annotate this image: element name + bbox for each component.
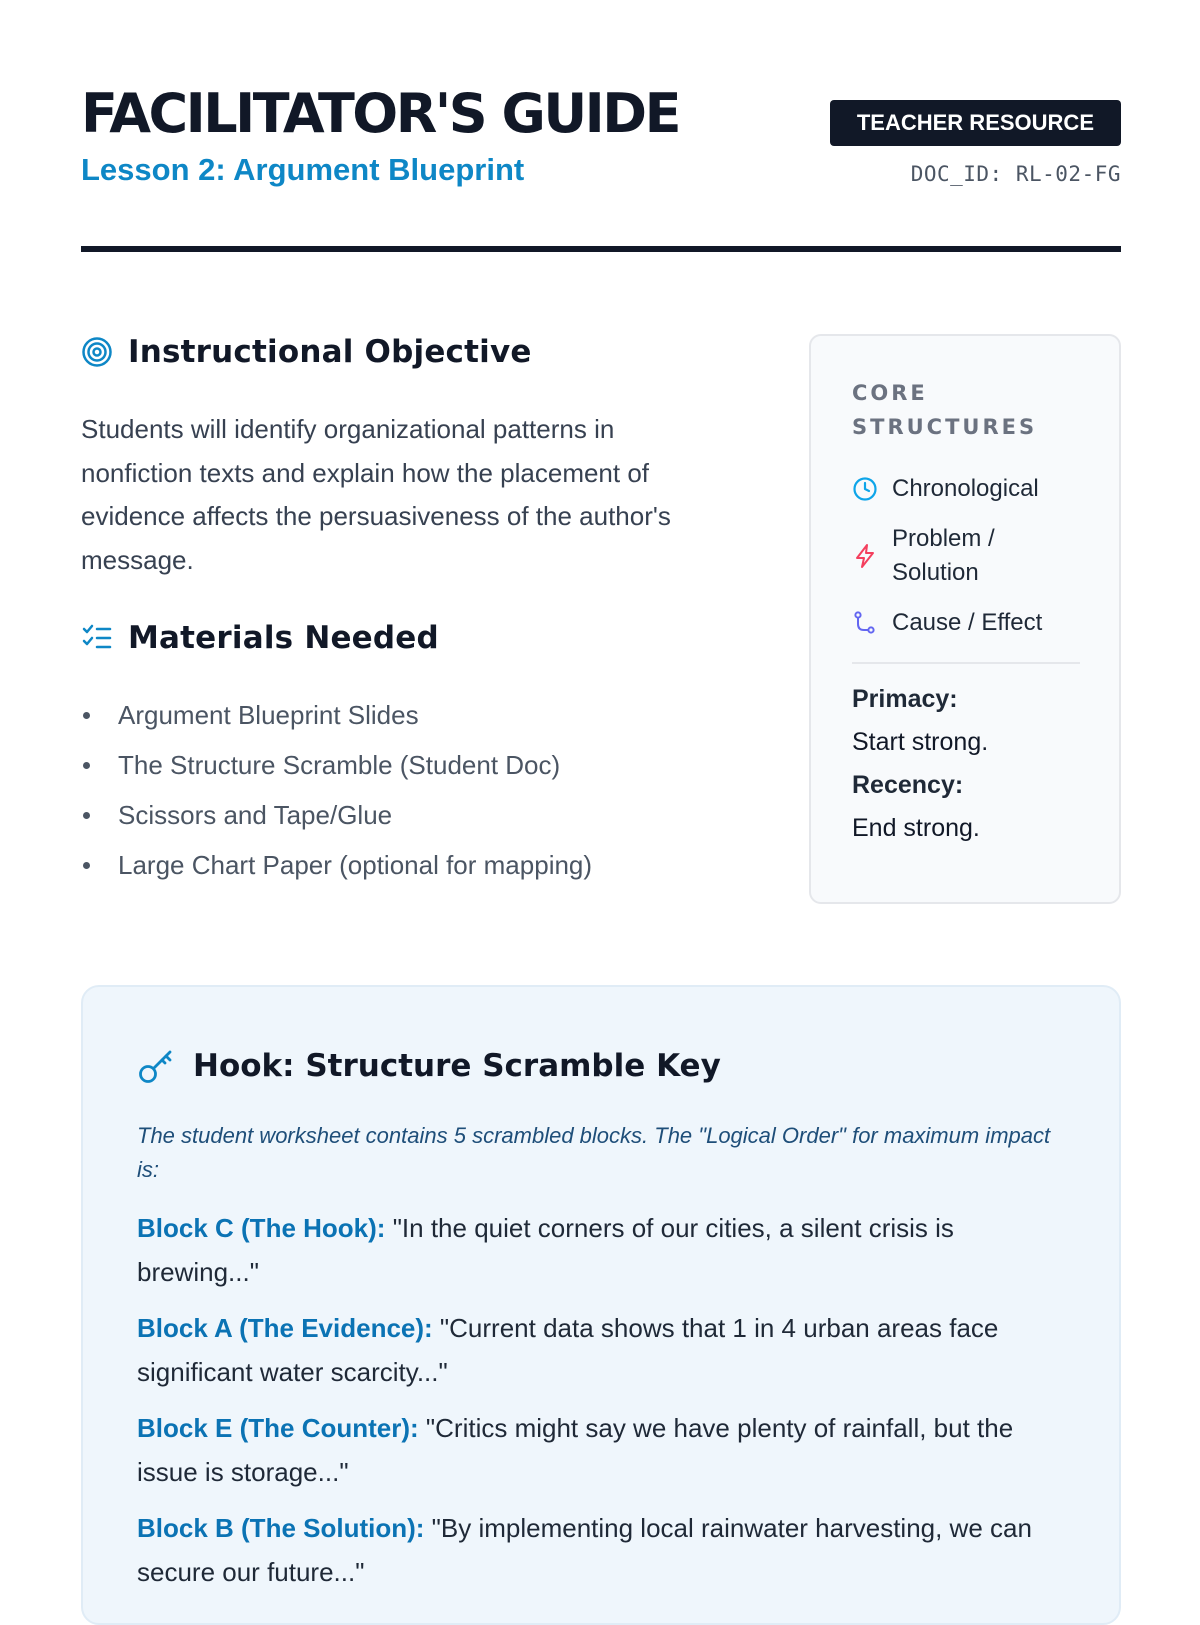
block-label: Block B (The Solution): bbox=[137, 1513, 425, 1543]
doc-id: DOC_ID: RL-02-FG bbox=[910, 162, 1121, 186]
checklist-icon bbox=[81, 622, 113, 654]
lesson-subtitle: Lesson 2: Argument Blueprint bbox=[81, 152, 525, 187]
scramble-block bbox=[137, 1207, 1057, 1294]
objective-heading-row bbox=[81, 334, 532, 370]
card-divider bbox=[852, 662, 1080, 664]
page-title: FACILITATOR'S GUIDE bbox=[81, 82, 679, 145]
block-text: "Critics might say we have plenty of rainfall, but the issue is storage..." bbox=[137, 1413, 1014, 1487]
hook-heading: Hook: Structure Scramble Key bbox=[193, 1048, 721, 1084]
header-divider bbox=[81, 246, 1121, 252]
objective-heading: Instructional Objective bbox=[128, 334, 532, 370]
structure-item-chronological bbox=[852, 472, 1039, 506]
scramble-block bbox=[137, 1507, 1057, 1594]
lightning-icon bbox=[852, 543, 878, 569]
hook-key-panel bbox=[81, 985, 1121, 1625]
block-text: "By implementing local rainwater harvesting, we can secure our future..." bbox=[137, 1513, 1032, 1587]
block-label: Block E (The Counter): bbox=[137, 1413, 419, 1443]
list-item: The Structure Scramble (Student Doc) bbox=[81, 740, 592, 790]
target-icon bbox=[81, 336, 113, 368]
structure-label: Cause / Effect bbox=[892, 609, 1043, 636]
clock-icon bbox=[852, 476, 878, 502]
structure-item-problem-solution bbox=[852, 522, 1052, 590]
block-text: "In the quiet corners of our cities, a silent crisis is brewing..." bbox=[137, 1213, 954, 1287]
primacy-value: Start strong. bbox=[852, 728, 989, 756]
block-label: Block A (The Evidence): bbox=[137, 1313, 433, 1343]
list-item: Large Chart Paper (optional for mapping) bbox=[81, 840, 592, 890]
block-label: Block C (The Hook): bbox=[137, 1213, 386, 1243]
structure-label: Problem / Solution bbox=[892, 525, 995, 586]
structure-label: Chronological bbox=[892, 475, 1039, 502]
materials-list bbox=[81, 690, 592, 890]
list-item: Scissors and Tape/Glue bbox=[81, 790, 592, 840]
structure-item-cause-effect bbox=[852, 606, 1042, 640]
recency-value: End strong. bbox=[852, 814, 980, 842]
key-icon bbox=[137, 1047, 175, 1085]
scramble-block bbox=[137, 1407, 1057, 1494]
objective-text: Students will identify organizational patterns in nonfiction texts and explain how the placement of evidence affects the persuasiveness of the author's message. bbox=[81, 414, 671, 575]
hook-heading-row bbox=[137, 1047, 721, 1085]
core-structures-card bbox=[809, 334, 1121, 904]
teacher-resource-badge: TEACHER RESOURCE bbox=[830, 100, 1121, 146]
materials-heading: Materials Needed bbox=[128, 620, 439, 656]
recency-label: Recency: bbox=[852, 771, 964, 799]
block-text: "Current data shows that 1 in 4 urban areas face significant water scarcity..." bbox=[137, 1313, 999, 1387]
core-structures-label: CORE STRUCTURES bbox=[852, 381, 1038, 439]
hook-note: The student worksheet contains 5 scrambled blocks. The "Logical Order" for maximum impact is: bbox=[137, 1123, 1051, 1182]
branch-icon bbox=[852, 610, 878, 636]
primacy-label: Primacy: bbox=[852, 685, 958, 713]
list-item: Argument Blueprint Slides bbox=[81, 690, 592, 740]
scramble-block bbox=[137, 1307, 1057, 1394]
materials-heading-row bbox=[81, 620, 439, 656]
facilitator-guide-page bbox=[81, 0, 1121, 1600]
